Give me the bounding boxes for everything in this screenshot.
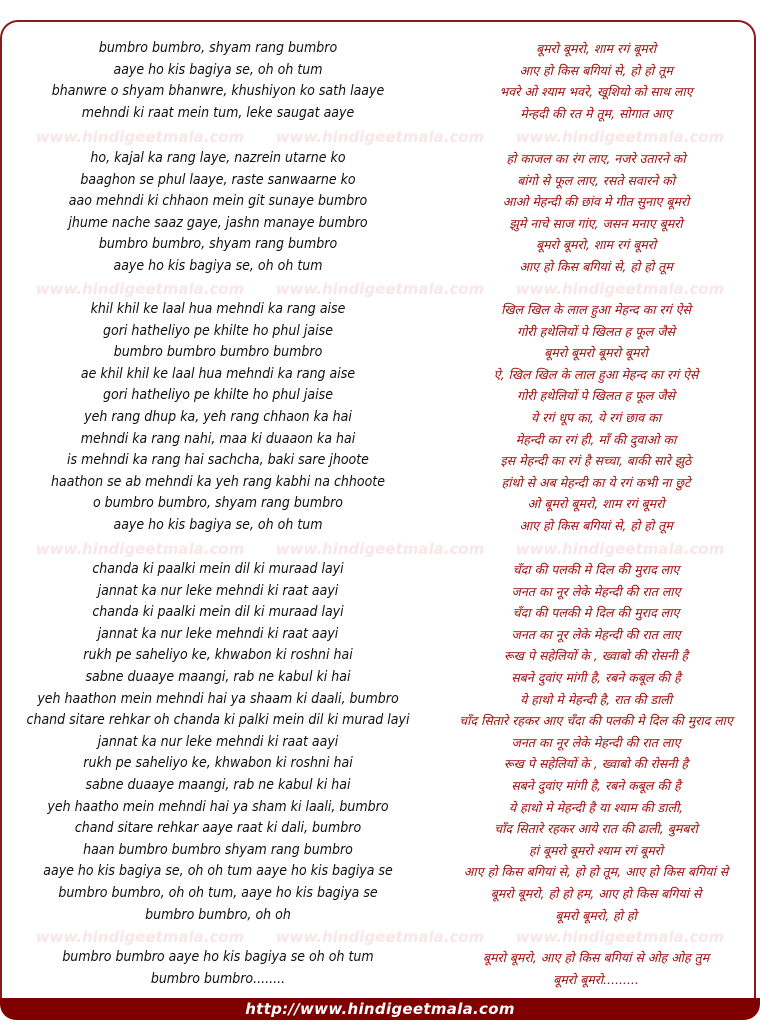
watermark-text: www.hindigeetmala.com: [35, 280, 245, 298]
lyric-line: [0, 213, 760, 235]
lyric-line: [0, 559, 760, 581]
lyric-english: haathon se ab mehndi ka yeh rang kabhi na chhoote: [51, 473, 385, 490]
lyric-english: gori hatheliyo pe khilte ho phul jaise: [103, 387, 333, 404]
lyric-english: yeh rang dhup ka, yeh rang chhaon ka hai: [84, 408, 352, 425]
lyric-english: chand sitare rehkar aaye raat ki dali, bumbro: [74, 820, 362, 837]
lyric-hindi: सबने दुवांए मांगी है, रबने कबूल की है: [511, 669, 681, 685]
lyric-english: chand sitare rehkar oh chanda ki palki mein dil ki murad layi: [26, 712, 410, 729]
lyric-english: aaye ho kis bagiya se, oh oh tum: [113, 61, 323, 78]
lyric-line: [0, 602, 760, 624]
lyric-line: [0, 493, 760, 515]
lyric-hindi: रूख पे सहेलियों के , ख्वाबो की रोसनी है: [503, 648, 689, 664]
lyric-line: [0, 472, 760, 494]
lyric-hindi: बूमरो बूमरो बूमरो बूमरो: [544, 345, 648, 361]
lyric-english: haan bumbro bumbro shyam rang bumbro: [83, 841, 353, 858]
lyric-english: chanda ki paalki mein dil ki muraad layi: [92, 604, 344, 621]
lyric-hindi: हांथो से अब मेहन्दी का ये रगं कभी ना छुटे: [501, 474, 691, 490]
lyric-english: bumbro bumbro, oh oh tum, aaye ho kis bagiya se: [58, 884, 378, 901]
lyric-line: [0, 38, 760, 60]
lyric-hindi: बूमरो बूमरो, शाम रगं बूमरो: [535, 41, 657, 56]
lyric-hindi: बूमरो बूमरो, हो हो: [555, 907, 637, 923]
stanza: [0, 559, 760, 926]
lyric-line: [0, 450, 760, 472]
lyric-line: [0, 515, 760, 537]
lyric-english: rukh pe saheliyo ke, khwabon ki roshni hai: [83, 647, 353, 664]
watermark-row: [0, 127, 760, 147]
lyric-line: [0, 364, 760, 386]
lyric-english: rukh pe saheliyo ke, khwabon ki roshni hai: [83, 755, 353, 772]
lyric-english: jannat ka nur leke mehndi ki raat aayi: [97, 582, 339, 599]
lyric-hindi: चाँद सितारे रहकर आये रात की ढाली, बुमबरो: [494, 821, 698, 837]
lyric-hindi: आए हो किस बगियां से, हो हो तूम: [519, 258, 673, 274]
lyric-line: [0, 170, 760, 192]
lyric-hindi: आए हो किस बगियां से, हो हो तूम, आए हो किस बगियां से: [463, 864, 729, 880]
lyric-english: baaghon se phul laaye, raste sanwaarne ko: [80, 171, 356, 188]
lyric-hindi: चँदा की पलकी मे दिल की मुराद लाए: [512, 562, 680, 577]
lyric-line: [0, 342, 760, 364]
lyric-hindi: बांगो से फूल लाए, रसते सवारने को: [517, 172, 675, 188]
lyric-hindi: हां बूमरो बूमरो श्याम रगं बूमरो: [528, 842, 664, 858]
footer-url[interactable]: http://www.hindigeetmala.com: [245, 1000, 515, 1018]
lyric-english: sabne duaaye maangi, rab ne kabul ki hai: [85, 776, 351, 793]
lyric-line: [0, 818, 760, 840]
lyric-line: [0, 775, 760, 797]
lyric-line: [0, 947, 760, 969]
lyric-line: [0, 81, 760, 103]
lyric-english: jhume nache saaz gaye, jashn manaye bumbro: [68, 214, 368, 231]
lyric-hindi: जनत का नूर लेके मेहन्दी की रात लाए: [511, 626, 681, 642]
lyric-hindi: भवरे ओ श्याम भवरे, खूशियो को साथ लाए: [499, 84, 693, 100]
watermark-text: www.hindigeetmala.com: [275, 280, 485, 298]
lyric-english: ae khil khil ke laal hua mehndi ka rang aise: [80, 365, 356, 382]
lyric-line: [0, 103, 760, 125]
stanza: [0, 947, 760, 990]
lyric-line: [0, 969, 760, 991]
lyric-line: [0, 407, 760, 429]
lyric-line: [0, 624, 760, 646]
lyric-line: [0, 385, 760, 407]
lyric-line: [0, 667, 760, 689]
watermark-text: www.hindigeetmala.com: [35, 128, 245, 146]
lyric-line: [0, 710, 760, 732]
watermark-text: www.hindigeetmala.com: [35, 540, 245, 558]
lyric-hindi: आओ मेहन्दी की छांव मे गीत सुनाए बूमरो: [502, 194, 690, 210]
lyric-line: [0, 148, 760, 170]
lyric-english: jannat ka nur leke mehndi ki raat aayi: [97, 733, 339, 750]
lyric-english: bumbro bumbro bumbro bumbro: [113, 344, 323, 361]
lyric-line: [0, 797, 760, 819]
lyric-english: ho, kajal ka rang laye, nazrein utarne ko: [90, 150, 346, 166]
lyric-hindi: हो काजल का रंग लाए, नजरे उतारने को: [506, 151, 686, 166]
lyric-hindi: बूमरो बूमरो, आए हो किस बगियां से ओह ओह तुम: [482, 950, 710, 965]
lyric-english: aaye ho kis bagiya se, oh oh tum aaye ho kis bagiya se: [43, 863, 393, 880]
lyric-line: [0, 753, 760, 775]
lyric-english: jannat ka nur leke mehndi ki raat aayi: [97, 625, 339, 642]
lyric-english: bhanwre o shyam bhanwre, khushiyon ko sath laaye: [51, 83, 385, 100]
watermark-row: [0, 539, 760, 559]
lyric-hindi: झुमे नाचे साज गांए, जसन मनाए बूमरो: [509, 215, 683, 231]
lyric-english: bumbro bumbro........: [150, 970, 286, 987]
lyric-english: bumbro bumbro aaye ho kis bagiya se oh oh tum: [62, 949, 374, 965]
lyric-hindi: मेहन्दी का रगं ही, माँ की दुवाओ का: [515, 431, 677, 447]
watermark-text: www.hindigeetmala.com: [35, 928, 245, 946]
lyric-english: bumbro bumbro, oh oh: [145, 906, 291, 923]
lyric-hindi: मेन्हदी की रत मे तूम, सोगात आए: [520, 105, 672, 121]
lyric-hindi: आए हो किस बगियां से, हो हो तूम: [519, 62, 673, 78]
watermark-text: www.hindigeetmala.com: [515, 280, 725, 298]
lyric-hindi: इस मेहन्दी का रगं है सच्चा, बाकी सारे झुठे: [500, 453, 692, 469]
lyric-hindi: जनत का नूर लेके मेहन्दी की रात लाए: [511, 734, 681, 750]
lyric-hindi: गोरी हथेलियों पे खिलत ह फूल जैसे: [517, 323, 675, 339]
lyric-hindi: आए हो किस बगियां से, हो हो तूम: [519, 517, 673, 533]
watermark-text: www.hindigeetmala.com: [275, 128, 485, 146]
lyric-hindi: बूमरो बूमरो.........: [553, 971, 639, 987]
lyric-line: [0, 256, 760, 278]
lyric-english: mehndi ka rang nahi, maa ki duaaon ka hai: [80, 430, 356, 447]
lyric-hindi: ये हाथो मे मेहन्दी है, रात की डाली: [519, 691, 673, 707]
watermark-text: www.hindigeetmala.com: [275, 928, 485, 946]
lyric-hindi: ऐ, खिल खिल के लाल हुआ मेहन्द का रगं ऐसे: [493, 366, 699, 382]
lyric-line: [0, 905, 760, 927]
watermark-text: www.hindigeetmala.com: [515, 928, 725, 946]
footer-bar: [0, 998, 760, 1020]
lyric-english: aaye ho kis bagiya se, oh oh tum: [113, 257, 323, 274]
lyric-line: [0, 883, 760, 905]
lyric-english: o bumbro bumbro, shyam rang bumbro: [92, 495, 344, 512]
lyric-hindi: गोरी हथेलियों पे खिलत ह फूल जैसे: [517, 388, 675, 404]
stanza: [0, 148, 760, 278]
watermark-row: [0, 279, 760, 299]
lyric-hindi: ये रगं धूप का, ये रगं छाव का: [531, 409, 661, 425]
lyric-hindi: चँदा की पलकी मे दिल की मुराद लाए: [512, 605, 680, 621]
lyric-hindi: ये हाथो मे मेहन्दी है या श्याम की डाली,: [508, 799, 684, 815]
lyric-english: mehndi ki raat mein tum, leke saugat aaye: [81, 104, 355, 121]
lyric-line: [0, 60, 760, 82]
lyric-english: gori hatheliyo pe khilte ho phul jaise: [103, 322, 333, 339]
lyric-line: [0, 861, 760, 883]
lyric-line: [0, 732, 760, 754]
lyric-english: aao mehndi ki chhaon mein git sunaye bumbro: [68, 193, 368, 210]
lyric-line: [0, 299, 760, 321]
stanza: [0, 299, 760, 537]
stanza: [0, 38, 760, 124]
lyric-hindi: जनत का नूर लेके मेहन्दी की रात लाए: [511, 583, 681, 599]
lyric-line: [0, 581, 760, 603]
lyric-line: [0, 191, 760, 213]
watermark-text: www.hindigeetmala.com: [515, 128, 725, 146]
lyric-hindi: सबने दुवांए मांगी है, रबने कबूल की है: [511, 777, 681, 793]
lyric-english: yeh haathon mein mehndi hai ya shaam ki daali, bumbro: [37, 690, 399, 707]
watermark-row: [0, 927, 760, 947]
lyric-hindi: बूमरो बूमरो, हो हो हम, आए हो किस बगियां से: [490, 885, 702, 901]
lyric-line: [0, 234, 760, 256]
lyric-english: aaye ho kis bagiya se, oh oh tum: [113, 516, 323, 533]
lyric-line: [0, 645, 760, 667]
lyric-line: [0, 689, 760, 711]
lyric-english: bumbro bumbro, shyam rang bumbro: [98, 40, 338, 56]
lyric-line: [0, 429, 760, 451]
lyric-hindi: खिल खिल के लाल हुआ मेहन्द का रगं ऐसे: [501, 302, 691, 317]
lyric-english: bumbro bumbro, shyam rang bumbro: [98, 236, 338, 253]
lyric-line: [0, 321, 760, 343]
lyric-hindi: चाँद सितारे रहकर आए चँदा की पलकी मे दिल की मुराद लाए: [459, 713, 733, 729]
lyric-english: sabne duaaye maangi, rab ne kabul ki hai: [85, 668, 351, 685]
lyric-english: chanda ki paalki mein dil ki muraad layi: [92, 561, 344, 577]
watermark-text: www.hindigeetmala.com: [515, 540, 725, 558]
lyric-english: khil khil ke laal hua mehndi ka rang aise: [90, 301, 346, 317]
watermark-text: www.hindigeetmala.com: [275, 540, 485, 558]
lyric-hindi: रूख पे सहेलियों के , ख्वाबो की रोसनी है: [503, 756, 689, 772]
lyric-line: [0, 840, 760, 862]
lyric-english: is mehndi ka rang hai sachcha, baki sare jhoote: [67, 452, 369, 469]
lyric-hindi: बूमरो बूमरो, शाम रगं बूमरो: [535, 237, 657, 253]
lyric-hindi: ओ बूमरो बूमरो, शाम रगं बूमरो: [527, 496, 665, 512]
lyric-english: yeh haatho mein mehndi hai ya sham ki laali, bumbro: [47, 798, 389, 815]
